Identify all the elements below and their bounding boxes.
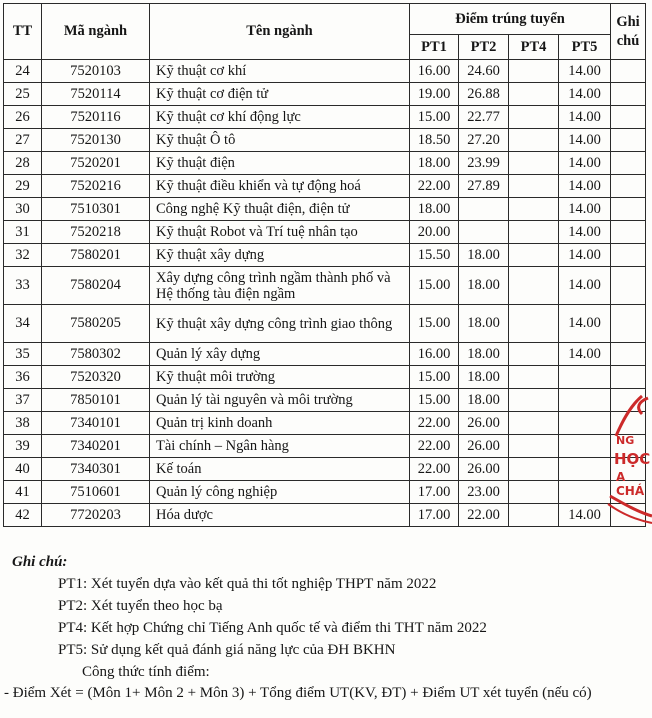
row-pt1: 17.00: [410, 504, 459, 527]
table-row: [4, 412, 646, 435]
row-ten-nganh: Kỹ thuật xây dựng công trình giao thông: [150, 305, 410, 343]
row-pt5: 14.00: [559, 129, 611, 152]
row-ten-nganh: Kỹ thuật điều khiển và tự động hoá: [150, 175, 410, 198]
row-tt: 27: [4, 129, 42, 152]
row-ma-nganh: 7850101: [42, 389, 150, 412]
row-ghi-chu: [611, 244, 646, 267]
table-row: [4, 221, 646, 244]
row-pt5: [559, 435, 611, 458]
table-row: [4, 152, 646, 175]
row-pt1: 15.00: [410, 267, 459, 305]
row-ma-nganh: 7340101: [42, 412, 150, 435]
row-pt1: 15.00: [410, 305, 459, 343]
row-pt1: 22.00: [410, 412, 459, 435]
row-tt: 31: [4, 221, 42, 244]
row-ten-nganh: Kỹ thuật điện: [150, 152, 410, 175]
row-ghi-chu: [611, 481, 646, 504]
row-pt4: [509, 458, 559, 481]
row-pt2: 23.00: [459, 481, 509, 504]
header-tt: TT: [4, 4, 42, 60]
admission-score-table: [3, 3, 646, 527]
row-pt2: 26.88: [459, 83, 509, 106]
row-tt: 34: [4, 305, 42, 343]
row-pt1: 16.00: [410, 60, 459, 83]
row-pt5: 14.00: [559, 343, 611, 366]
row-pt2: 22.00: [459, 504, 509, 527]
row-ten-nganh: Quản lý xây dựng: [150, 343, 410, 366]
row-ma-nganh: 7520320: [42, 366, 150, 389]
header-pt2: PT2: [459, 35, 509, 60]
row-pt2: 18.00: [459, 267, 509, 305]
row-ten-nganh: Kỹ thuật môi trường: [150, 366, 410, 389]
row-pt1: 18.00: [410, 152, 459, 175]
header-pt4: PT4: [509, 35, 559, 60]
row-ma-nganh: 7520103: [42, 60, 150, 83]
row-ghi-chu: [611, 83, 646, 106]
row-pt5: 14.00: [559, 60, 611, 83]
row-pt5: [559, 412, 611, 435]
row-pt1: 15.00: [410, 106, 459, 129]
row-ma-nganh: 7580302: [42, 343, 150, 366]
row-tt: 30: [4, 198, 42, 221]
table-row: [4, 60, 646, 83]
row-ten-nganh: Kỹ thuật xây dựng: [150, 244, 410, 267]
row-pt1: 22.00: [410, 175, 459, 198]
row-tt: 25: [4, 83, 42, 106]
row-tt: 32: [4, 244, 42, 267]
note-pt1: PT1: Xét tuyển dựa vào kết quả thi tốt nghiệp THPT năm 2022: [58, 576, 437, 592]
row-ten-nganh: Quản trị kinh doanh: [150, 412, 410, 435]
row-ma-nganh: 7720203: [42, 504, 150, 527]
row-pt2: 24.60: [459, 60, 509, 83]
row-pt4: [509, 481, 559, 504]
row-pt5: 14.00: [559, 175, 611, 198]
row-ghi-chu: [611, 175, 646, 198]
row-ma-nganh: 7520116: [42, 106, 150, 129]
row-pt5: [559, 481, 611, 504]
header-ghi-chu: Ghi chú: [611, 4, 646, 60]
table-row: [4, 244, 646, 267]
row-ghi-chu: [611, 152, 646, 175]
row-ghi-chu: [611, 389, 646, 412]
row-tt: 42: [4, 504, 42, 527]
row-pt1: 19.00: [410, 83, 459, 106]
row-ten-nganh: Kỹ thuật cơ điện tử: [150, 83, 410, 106]
table-row: [4, 198, 646, 221]
row-pt5: 14.00: [559, 106, 611, 129]
table-row: [4, 83, 646, 106]
row-ten-nganh: Hóa dược: [150, 504, 410, 527]
row-pt2: 18.00: [459, 244, 509, 267]
row-ten-nganh: Kỹ thuật Robot và Trí tuệ nhân tạo: [150, 221, 410, 244]
row-ghi-chu: [611, 412, 646, 435]
row-ghi-chu: [611, 106, 646, 129]
row-ten-nganh: Kế toán: [150, 458, 410, 481]
row-pt4: [509, 389, 559, 412]
row-pt2: 18.00: [459, 305, 509, 343]
row-ma-nganh: 7520114: [42, 83, 150, 106]
row-ma-nganh: 7520130: [42, 129, 150, 152]
table-row: [4, 175, 646, 198]
row-pt2: 26.00: [459, 435, 509, 458]
row-pt1: 15.00: [410, 366, 459, 389]
row-pt5: 14.00: [559, 83, 611, 106]
row-pt5: 14.00: [559, 221, 611, 244]
row-tt: 35: [4, 343, 42, 366]
row-pt4: [509, 83, 559, 106]
row-pt4: [509, 60, 559, 83]
note-pt2: PT2: Xét tuyển theo học bạ: [58, 598, 223, 614]
seal-text-1: NG: [616, 434, 635, 447]
row-ghi-chu: [611, 305, 646, 343]
row-ma-nganh: 7340301: [42, 458, 150, 481]
row-pt5: [559, 458, 611, 481]
row-pt5: 14.00: [559, 244, 611, 267]
row-ghi-chu: [611, 458, 646, 481]
row-pt4: [509, 305, 559, 343]
row-pt2: 18.00: [459, 343, 509, 366]
row-pt2: 26.00: [459, 458, 509, 481]
row-tt: 28: [4, 152, 42, 175]
row-pt1: 15.00: [410, 389, 459, 412]
row-pt1: 16.00: [410, 343, 459, 366]
row-pt1: 20.00: [410, 221, 459, 244]
row-ghi-chu: [611, 435, 646, 458]
row-pt4: [509, 152, 559, 175]
seal-text-3: A CHÁ: [616, 470, 645, 498]
row-pt1: 17.00: [410, 481, 459, 504]
row-ten-nganh: Quản lý công nghiệp: [150, 481, 410, 504]
row-tt: 36: [4, 366, 42, 389]
row-ten-nganh: Xây dựng công trình ngầm thành phố và Hệ thống tàu điện ngầm: [150, 267, 410, 305]
row-tt: 26: [4, 106, 42, 129]
notes-title: Ghi chú:: [12, 554, 68, 570]
row-ten-nganh: Kỹ thuật cơ khí động lực: [150, 106, 410, 129]
header-diem-trung-tuyen: Điểm trúng tuyển: [410, 4, 611, 35]
row-ma-nganh: 7510601: [42, 481, 150, 504]
table-row: [4, 435, 646, 458]
row-pt4: [509, 221, 559, 244]
row-tt: 39: [4, 435, 42, 458]
row-pt2: [459, 198, 509, 221]
row-ma-nganh: 7520218: [42, 221, 150, 244]
row-pt4: [509, 343, 559, 366]
row-pt2: [459, 221, 509, 244]
row-pt5: 14.00: [559, 198, 611, 221]
row-pt4: [509, 106, 559, 129]
row-pt1: 18.00: [410, 198, 459, 221]
row-pt4: [509, 412, 559, 435]
row-pt1: 18.50: [410, 129, 459, 152]
row-pt5: 14.00: [559, 504, 611, 527]
row-tt: 40: [4, 458, 42, 481]
row-pt5: 14.00: [559, 267, 611, 305]
header-ten-nganh: Tên ngành: [150, 4, 410, 60]
row-pt1: 22.00: [410, 458, 459, 481]
row-tt: 29: [4, 175, 42, 198]
row-ten-nganh: Quản lý tài nguyên và môi trường: [150, 389, 410, 412]
table-row: [4, 305, 646, 343]
row-pt1: 15.50: [410, 244, 459, 267]
seal-text-2: HỌC: [614, 450, 651, 468]
row-ghi-chu: [611, 343, 646, 366]
table-row: [4, 129, 646, 152]
row-pt4: [509, 175, 559, 198]
row-ghi-chu: [611, 267, 646, 305]
table-row: [4, 389, 646, 412]
row-ghi-chu: [611, 129, 646, 152]
row-ghi-chu: [611, 366, 646, 389]
row-pt4: [509, 504, 559, 527]
note-pt5: PT5: Sử dụng kết quả đánh giá năng lực của ĐH BKHN: [58, 642, 396, 658]
row-pt4: [509, 129, 559, 152]
header-pt1: PT1: [410, 35, 459, 60]
row-pt2: 22.77: [459, 106, 509, 129]
table-row: [4, 366, 646, 389]
table-row: [4, 458, 646, 481]
row-tt: 33: [4, 267, 42, 305]
formula-title: Công thức tính điểm:: [82, 664, 210, 680]
table-row: [4, 343, 646, 366]
row-pt5: 14.00: [559, 305, 611, 343]
row-pt5: [559, 366, 611, 389]
row-pt2: 18.00: [459, 366, 509, 389]
header-ma-nganh: Mã ngành: [42, 4, 150, 60]
row-pt4: [509, 244, 559, 267]
row-pt5: [559, 389, 611, 412]
row-tt: 38: [4, 412, 42, 435]
row-pt2: 18.00: [459, 389, 509, 412]
row-ma-nganh: 7340201: [42, 435, 150, 458]
row-ghi-chu: [611, 198, 646, 221]
row-pt2: 27.89: [459, 175, 509, 198]
note-pt4: PT4: Kết hợp Chứng chỉ Tiếng Anh quốc tế và điểm thi THT năm 2022: [58, 620, 487, 636]
row-tt: 24: [4, 60, 42, 83]
row-ma-nganh: 7580204: [42, 267, 150, 305]
row-ma-nganh: 7520201: [42, 152, 150, 175]
row-ghi-chu: [611, 60, 646, 83]
header-pt5: PT5: [559, 35, 611, 60]
row-pt4: [509, 198, 559, 221]
row-ma-nganh: 7520216: [42, 175, 150, 198]
table-row: [4, 106, 646, 129]
row-ten-nganh: Kỹ thuật cơ khí: [150, 60, 410, 83]
row-pt4: [509, 435, 559, 458]
row-pt2: 27.20: [459, 129, 509, 152]
row-pt4: [509, 267, 559, 305]
formula-text: - Điểm Xét = (Môn 1+ Môn 2 + Môn 3) + Tổng điểm UT(KV, ĐT) + Điểm UT xét tuyển (nếu có): [4, 685, 592, 701]
row-ten-nganh: Công nghệ Kỹ thuật điện, điện tử: [150, 198, 410, 221]
row-pt2: 23.99: [459, 152, 509, 175]
table-body: [4, 60, 646, 527]
row-pt1: 22.00: [410, 435, 459, 458]
row-pt4: [509, 366, 559, 389]
row-pt5: 14.00: [559, 152, 611, 175]
row-ghi-chu: [611, 221, 646, 244]
table-row: [4, 504, 646, 527]
row-pt2: 26.00: [459, 412, 509, 435]
row-ten-nganh: Kỹ thuật Ô tô: [150, 129, 410, 152]
row-ten-nganh: Tài chính – Ngân hàng: [150, 435, 410, 458]
table-row: [4, 267, 646, 305]
row-ma-nganh: 7510301: [42, 198, 150, 221]
table-row: [4, 481, 646, 504]
row-ghi-chu: [611, 504, 646, 527]
row-tt: 37: [4, 389, 42, 412]
row-ma-nganh: 7580201: [42, 244, 150, 267]
row-ma-nganh: 7580205: [42, 305, 150, 343]
row-tt: 41: [4, 481, 42, 504]
